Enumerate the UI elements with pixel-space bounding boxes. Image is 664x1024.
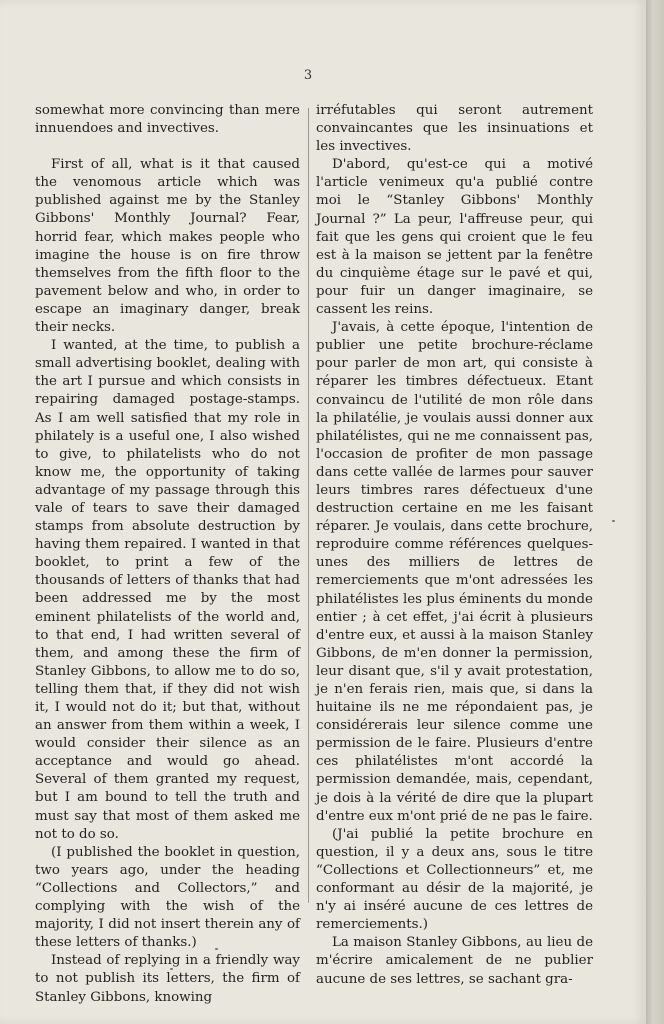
page-edge xyxy=(646,0,664,1024)
column-divider xyxy=(308,108,309,903)
page-number: 3 xyxy=(303,68,313,83)
french-paragraph-1: irréfutables qui seront autrement convaincantes que les insinuations et les invectives. xyxy=(316,103,593,155)
french-column xyxy=(316,102,593,989)
english-paragraph-2: First of all, what is it that caused the venomous article which was published against me by the Stanley Gibbons' Monthly Journal? Fear, horrid fear, which makes people who imagine the house is on fire throw themselves from the fifth floor to the pavement below and who, in order to escape an imaginary danger, break their necks. xyxy=(35,157,300,336)
french-paragraph-5: La maison Stanley Gibbons, au lieu de m'écrire amicalement de ne publier aucune de ses lettres, se sachant gra- xyxy=(316,935,593,987)
paper-speck xyxy=(170,968,173,970)
french-paragraph-4: (J'ai publié la petite brochure en question, il y a deux ans, sous le titre “Collections et Collectionneurs” et, me conformant au désir de la majorité, je n'y ai inséré aucune de ces lettres de remerciements.) xyxy=(316,826,593,933)
english-paragraph-4: (I published the booklet in question, two years ago, under the heading “Collections and Collectors,” and complying with the wish of the majority, I did not insert therein any of these letters of thanks.) xyxy=(35,844,300,951)
english-paragraph-3: I wanted, at the time, to publish a small advertising booklet, dealing with the art I pursue and which consists in repairing damaged postage-stamps. As I am well satisfied that my role in philately is a useful one, I also wished to give, to philatelists who do not know me, the opportunity of taking advantage of my passage through this vale of tears to save their damaged stamps from absolute destruction by having them repaired. I wanted in that booklet, to print a few of the thousands of letters of thanks that had been addressed me by the most eminent philatelists of the world and, to that end, I had written several of them, and among these the firm of Stanley Gibbons, to allow me to do so, telling them that, if they did not wish it, I would not do it; but that, without an answer from them within a week, I would consider their silence as an acceptance and would go ahead. Several of them granted my request, but I am bound to tell the truth and must say that most of them asked me not to do so. xyxy=(35,338,300,842)
paper-speck xyxy=(612,520,615,522)
french-paragraph-3: J'avais, à cette époque, l'intention de publier une petite brochure-réclame pour parler de mon art, qui consiste à réparer les timbres défectueux. Etant convaincu de l'utilité de mon rôle dans la philatélie, je voulais aussi donner aux philatélistes, qui ne me connaissent pas, l'occasion de profiter de mon passage dans cette vallée de larmes pour sauver leurs timbres rares défectueux d'une destruction certaine en me les faisant réparer. Je voulais, dans cette brochure, reproduire comme références quelques-unes des milliers de lettres de remerciements que m'ont adressées les philatélistes les plus éminents du monde entier ; à cet effet, j'ai écrit à plusieurs d'entre eux, et aussi à la maison Stanley Gibbons, de m'en donner la permission, leur disant que, s'il y avait protestation, je n'en ferais rien, mais que, si dans la huitaine ils ne me répondaient pas, je considérerais leur silence comme une permission de le faire. Plusieurs d'entre ces philatélistes m'ont accordé la permission demandée, mais, cependant, je dois à la vérité de dire que la plupart d'entre eux m'ont prié de ne pas le faire. xyxy=(316,320,593,824)
paper-speck xyxy=(215,948,218,950)
french-paragraph-2: D'abord, qu'est-ce qui a motivé l'article venimeux qu'a publié contre moi le “Stanley Gibbons' Monthly Journal ?” La peur, l'affreuse peur, qui fait que les gens qui croient que le feu est à la maison se jettent par la fenêtre du cinquième étage sur le pavé et qui, pour fuir un danger imaginaire, se cassent les reins. xyxy=(316,157,593,318)
english-column xyxy=(35,102,300,1007)
english-paragraph-5: Instead of replying in a friendly way to not publish its letters, the firm of Stanley Gibbons, knowing xyxy=(35,953,300,1005)
english-paragraph-1: somewhat more convincing than mere innuendoes and invectives. xyxy=(35,103,300,137)
